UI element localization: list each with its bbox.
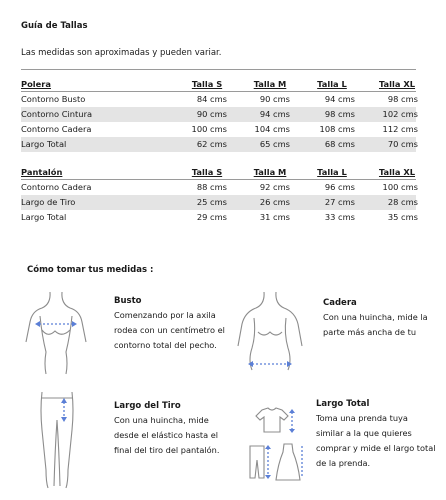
- table-cell: 35 cms: [387, 212, 418, 222]
- busto-line: contorno total del pecho.: [114, 340, 217, 350]
- busto-title: Busto: [114, 296, 142, 306]
- table-cell: 28 cms: [387, 197, 418, 207]
- table-cell: 94 cms: [259, 109, 290, 119]
- table-cell: 98 cms: [387, 94, 418, 104]
- tiro-line: final del tiro del pantalón.: [114, 445, 220, 455]
- tiro-description: [114, 413, 219, 458]
- table-cell: 88 cms: [196, 182, 227, 192]
- table-cell: 98 cms: [324, 109, 355, 119]
- table-cell: 104 cms: [254, 124, 290, 134]
- row-label: Largo Total: [21, 212, 67, 222]
- table-header-row: [21, 166, 416, 180]
- table-header-size: Talla XL: [378, 167, 416, 177]
- table-header-label: Polera: [21, 79, 51, 89]
- legs-rise-figure: [34, 390, 82, 490]
- tiro-line: Con una huincha, mide: [114, 415, 209, 425]
- table-cell: 29 cms: [196, 212, 227, 222]
- cadera-description: [323, 310, 428, 340]
- total-line: comprar y mide el largo total: [316, 443, 436, 453]
- table-cell: 25 cms: [196, 197, 227, 207]
- table-cell: 65 cms: [259, 139, 290, 149]
- table-row: [21, 180, 416, 195]
- table-row: [21, 122, 416, 137]
- torso-bust-figure: [20, 290, 92, 376]
- busto-description: [114, 308, 225, 353]
- table-cell: 112 cms: [382, 124, 418, 134]
- cadera-title: Cadera: [323, 298, 357, 308]
- total-title: Largo Total: [316, 399, 370, 409]
- table-cell: 90 cms: [259, 94, 290, 104]
- howto-heading: Cómo tomar tus medidas :: [27, 265, 154, 275]
- table-header-size: Talla M: [253, 167, 287, 177]
- total-line: de la prenda.: [316, 458, 371, 468]
- hip-figure: [230, 290, 310, 376]
- total-line: Toma una prenda tuya: [316, 413, 408, 423]
- table-cell: 68 cms: [324, 139, 355, 149]
- table-cell: 92 cms: [259, 182, 290, 192]
- table-header-size: Talla S: [191, 167, 223, 177]
- table-cell: 27 cms: [324, 197, 355, 207]
- table-row: [21, 92, 416, 107]
- table-cell: 62 cms: [196, 139, 227, 149]
- tiro-title: Largo del Tiro: [114, 401, 181, 411]
- table-cell: 33 cms: [324, 212, 355, 222]
- row-label: Largo de Tiro: [21, 197, 76, 207]
- divider: [21, 69, 416, 70]
- table-cell: 31 cms: [259, 212, 290, 222]
- busto-line: rodea con un centímetro el: [114, 325, 225, 335]
- table-cell: 96 cms: [324, 182, 355, 192]
- cadera-line: Con una huincha, mide la: [323, 312, 428, 322]
- row-label: Contorno Busto: [21, 94, 86, 104]
- table-header-row: [21, 78, 416, 92]
- table-header-size: Talla S: [191, 79, 223, 89]
- pantalon-size-table: [21, 166, 416, 225]
- row-label: Contorno Cadera: [21, 124, 92, 134]
- row-label: Contorno Cintura: [21, 109, 93, 119]
- tiro-line: desde el elástico hasta el: [114, 430, 219, 440]
- table-cell: 100 cms: [191, 124, 227, 134]
- cadera-line: parte más ancha de tu: [323, 327, 417, 337]
- table-header-size: Talla XL: [378, 79, 416, 89]
- page-subtitle: Las medidas son aproximadas y pueden variar.: [21, 48, 222, 58]
- table-row: [21, 210, 416, 225]
- garments-figure: [246, 404, 304, 484]
- total-description: [316, 411, 436, 471]
- table-header-size: Talla M: [253, 79, 287, 89]
- busto-line: Comenzando por la axila: [114, 310, 216, 320]
- table-cell: 84 cms: [196, 94, 227, 104]
- total-line: similar a la que quieres: [316, 428, 412, 438]
- polera-size-table: [21, 78, 416, 152]
- row-label: Largo Total: [21, 139, 67, 149]
- table-row: [21, 107, 416, 122]
- table-cell: 26 cms: [259, 197, 290, 207]
- table-header-label: Pantalón: [21, 167, 63, 177]
- page-title: Guía de Tallas: [21, 21, 88, 31]
- table-row: [21, 195, 416, 210]
- row-label: Contorno Cadera: [21, 182, 92, 192]
- table-header-size: Talla L: [317, 167, 347, 177]
- table-cell: 70 cms: [387, 139, 418, 149]
- table-cell: 102 cms: [382, 109, 418, 119]
- table-header-size: Talla L: [317, 79, 347, 89]
- table-cell: 100 cms: [382, 182, 418, 192]
- table-cell: 108 cms: [319, 124, 355, 134]
- table-cell: 94 cms: [324, 94, 355, 104]
- table-row: [21, 137, 416, 152]
- table-cell: 90 cms: [196, 109, 227, 119]
